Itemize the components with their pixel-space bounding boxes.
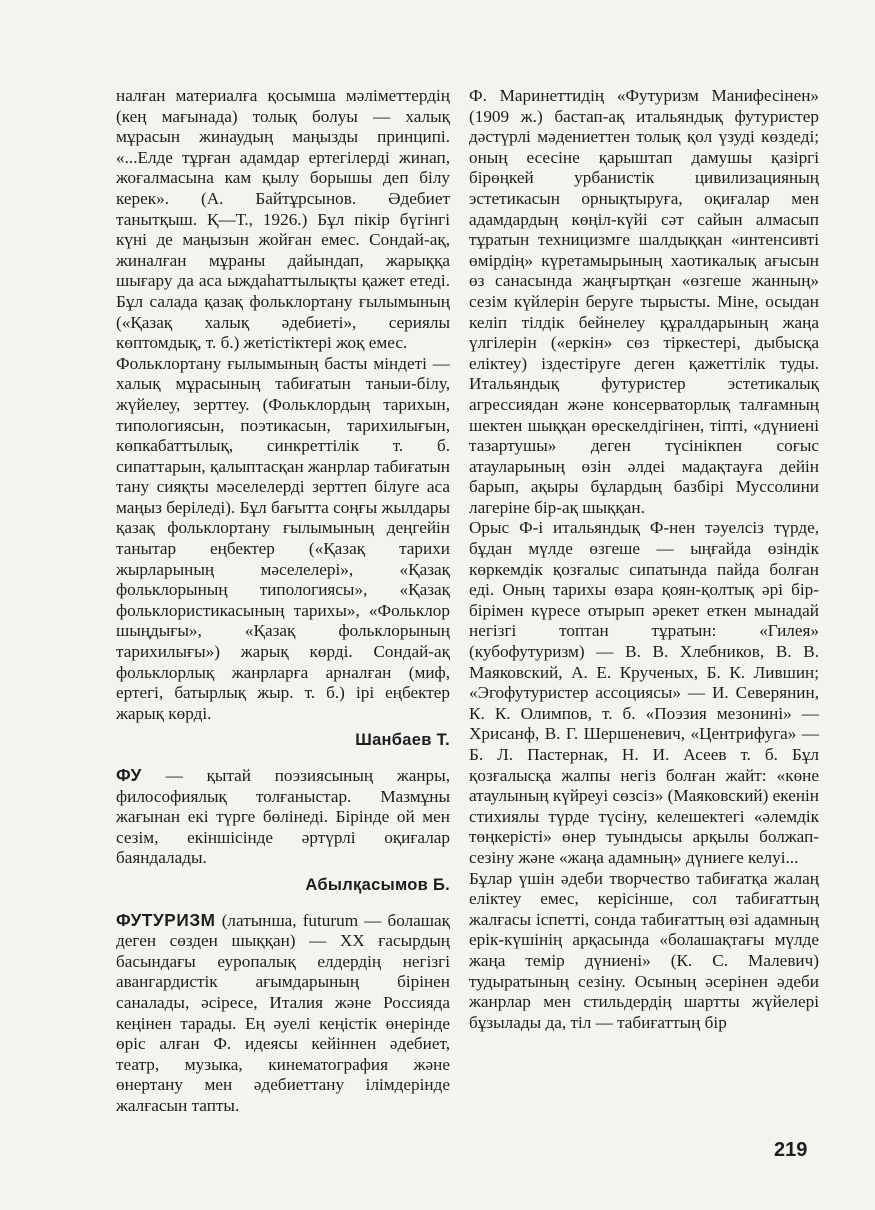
right-paragraph-1: Ф. Маринеттидің «Футуризм Манифесінен» (1909 ж.) бастап-ақ итальяндық футуристер дәстүрлі мәдениеттен толық қол үзуді көздеді; оның есесіне қарыштап дамушы қазіргі бірөңкей урбанистік цивилизацияның эстетикасын орнықтыруға, оқиғалар мен адамдардың көңіл-күйі сәт сайын алмасып тұратын техницизмге шалдыққан «интенсивті өмірдің» күретамырының хаотикалық ағысын өз санасында жаңғыртқан «өзгеше жанның» сезім күйлерін беруге тырысты. Міне, осыдан келіп тілдік бейнелеу құралдарының жаңа үлгілерін («еркін» сөз тіркестері, дыбысқа еліктеу) іздестіруге деген қажеттілік туды. Итальяндық футуристер эстетикалық агрессиядан және консерваторлық талғамның шектен шыққан өрескелдігінен, тіпті, «дүниені тазартушы» деген түсінікпен соғыс атауларының өзін әлдеі мадақтауға дейін барып, ақыры бұлардың базбірі Муссолини лагеріне бір-ақ шыққан. [469,86,819,517]
entry-fu [116,765,450,869]
entry-futurism [116,910,450,1117]
author-signature-1: Шанбаев Т. [355,731,450,750]
page-number: 219 [774,1139,808,1161]
left-paragraph-2: Фольклортану ғылымының басты міндеті — халық мұрасының табиғатын таныи-білу, жүйелеу, зерттеу. (Фольклордың тарихын, типологиясын, поэтикасын, тарихилығын, көпкабаттылық, синкреттілік т. б. сипаттарын, қалыптасқан жанрлар табиғатын тану сияқты мәселелерді зерттеп білуге аса маңыз беріледі). Бұл бағытта соңғы жылдары қазақ фольклортану ғылымының деңгейін танытар еңбектер («Қазақ тарихи жырларының мәселелері», «Қазақ фольклорының типологиясы», «Қазақ фольклористикасының тарихы», «Фольклор шыңдығы», «Қазақ фольклорының тарихилығы») жарық көрді. Сондай-ақ фольклорлық жанрларға арналған (миф, ертегі, батырлық жыр. т. б.) ірі еңбектер жарық көрді. [116,353,450,723]
entry-term-fu: ФУ [116,765,142,785]
entry-text-futurism: (латынша, futurum — болашақ деген сөзден шыққан) — XX ғасырдың басындағы еуропалық елдердің негізгі авангардистік ағымдарының бірінен саналады, әсіресе, Италия және Россияда кеңінен тарады. Ең әуелі кеңістік өнерінде өріс алған Ф. идеясы кейіннен әдебиет, театр, музыка, кинематография және өнертану мен әдебиеттану ілімдерінде жалғасын тапты. [116,910,450,1115]
right-paragraph-2: Орыс Ф-і итальяндық Ф-нен тәуелсіз түрде, бұдан мүлде өзгеше — ыңғайда өзіндік көркемдік қозғалыс сипатында пайда болған еді. Оның тарихы өзара қоян-қолтық әрі бір-бірімен күресе отырып әрекет еткен мынадай негізгі топтан тұратын: «Гилея» (кубофутуризм) — В. В. Хлебников, В. В. Маяковский, А. Е. Крученых, Б. К. Лившин; «Эгофутуристер ассоциясы» — И. Северянин, К. К. Олимпов, т. б. «Поэзия мезонині» — Хрисанф, В. Г. Шершеневич, «Центрифуга» — Б. Л. Пастернак, Н. И. Асеев т. б. Бұл қозғалысқа жалпы негіз болған жайт: «көне атаулының күйреуі сөзсіз» (Маяковский) екенін стихиялы түрде түсіну, келешектегі «әлемдік төңкерісті» өнер туындысы арқылы болжап-сезіну және «жаңа адамның» дүниеге келуі... [469,518,819,867]
author-signature-2: Абылқасымов Б. [305,875,450,894]
right-column [469,86,819,1033]
entry-text-fu: — қытай поэзиясының жанры, философиялық толғаныстар. Мазмұны жағынан екі түрге бөлінеді. Бірінде ой мен сезім, екіншісінде әртүрлі оқиғалар баяндалады. [116,766,450,868]
left-column [116,86,450,1117]
right-paragraph-3: Бұлар үшін әдеби творчество табиғатқа жалаң еліктеу емес, керісінше, сол табиғаттың жалғасы іспетті, сонда табиғаттың өзі адамның ерік-күшінің арқасында «болашақтағы мүлде жаңа темір дүниені» (К. С. Малевич) тудыратының сезіну. Осының әсерінен әдеби жанрлар мен стильдердің шартты жүйелері бұзылады да, тіл — табиғаттың бір [469,868,819,1032]
entry-term-futurism: ФУТУРИЗМ [116,909,216,930]
left-paragraph-1: налған материалға қосымша мәліметтердің (кең мағынада) толық болуы — халық мұрасын жинаудың маңызды принципі. «...Елде тұрған адамдар ертегілерді жинап, жоғалмасына кам қылу борышы деп білу керек». (А. Байтұрсынов. Әдебиет танытқыш. Қ—Т., 1926.) Бұл пікір бүгінгі күні де маңызын жойған емес. Сондай-ақ, жиналған мұраны дайындап, жарыққа шығару да аса ыждаһаттылықты қажет етеді. Бұл салада қазақ фольклортану ғылымының («Қазақ халық әдебиеті», сериялы көптомдық, т. б.) жетістіктері жоқ емес. [116,86,450,353]
